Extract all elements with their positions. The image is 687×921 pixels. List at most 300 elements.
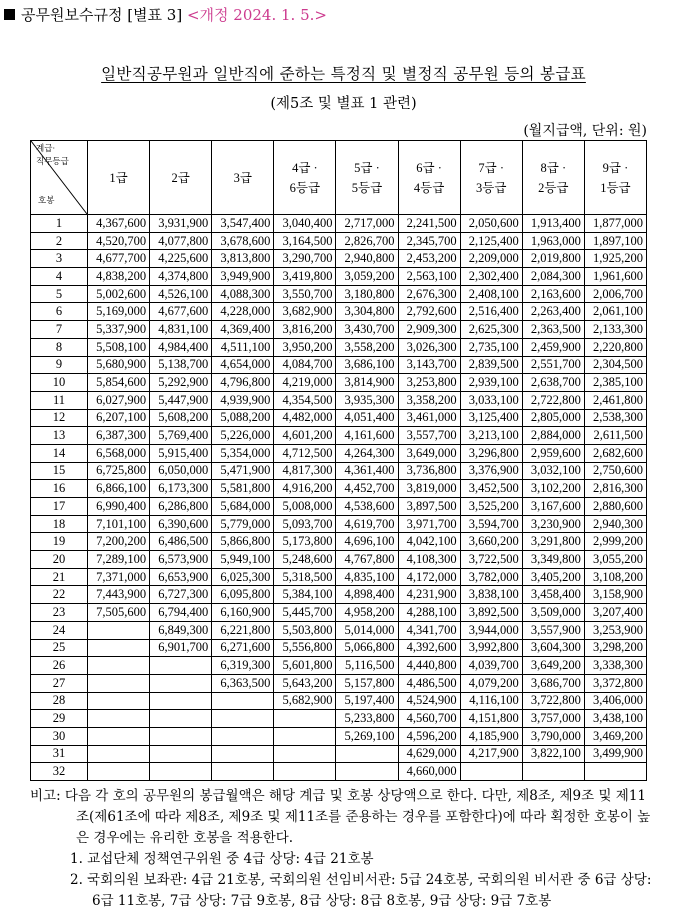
salary-cell: 2,263,400 bbox=[522, 303, 584, 321]
salary-cell bbox=[88, 763, 150, 781]
salary-cell: 3,558,200 bbox=[336, 338, 398, 356]
salary-cell bbox=[88, 727, 150, 745]
salary-cell: 3,253,900 bbox=[584, 621, 646, 639]
salary-cell: 3,971,700 bbox=[398, 515, 460, 533]
salary-cell: 3,722,500 bbox=[460, 551, 522, 569]
salary-cell: 6,221,800 bbox=[212, 621, 274, 639]
salary-cell: 7,443,900 bbox=[88, 586, 150, 604]
step-number-cell: 4 bbox=[31, 268, 88, 286]
salary-cell: 5,197,400 bbox=[336, 692, 398, 710]
salary-cell: 2,939,100 bbox=[460, 374, 522, 392]
salary-cell bbox=[274, 727, 336, 745]
document-subtitle: (제5조 및 별표 1 관련) bbox=[270, 96, 417, 112]
salary-cell: 5,854,600 bbox=[88, 374, 150, 392]
salary-cell: 3,033,100 bbox=[460, 391, 522, 409]
salary-cell: 3,499,900 bbox=[584, 745, 646, 763]
salary-cell: 2,006,700 bbox=[584, 285, 646, 303]
salary-cell bbox=[274, 745, 336, 763]
salary-cell bbox=[150, 745, 212, 763]
step-number-cell: 28 bbox=[31, 692, 88, 710]
column-header-grade-6: 6급 · 4등급 bbox=[398, 141, 460, 215]
salary-cell: 4,151,800 bbox=[460, 710, 522, 728]
salary-cell: 3,950,200 bbox=[274, 338, 336, 356]
table-row bbox=[31, 480, 647, 498]
salary-cell: 2,999,200 bbox=[584, 533, 646, 551]
step-number-cell: 9 bbox=[31, 356, 88, 374]
salary-cell: 1,961,600 bbox=[584, 268, 646, 286]
salary-cell: 4,039,700 bbox=[460, 657, 522, 675]
salary-cell: 3,405,200 bbox=[522, 568, 584, 586]
salary-cell: 4,354,500 bbox=[274, 391, 336, 409]
salary-cell: 4,367,600 bbox=[88, 215, 150, 233]
salary-cell: 2,880,600 bbox=[584, 498, 646, 516]
salary-cell bbox=[336, 763, 398, 781]
salary-cell: 3,949,900 bbox=[212, 268, 274, 286]
salary-cell: 3,026,300 bbox=[398, 338, 460, 356]
salary-cell: 3,897,500 bbox=[398, 498, 460, 516]
salary-cell: 2,625,300 bbox=[460, 321, 522, 339]
table-row bbox=[31, 321, 647, 339]
step-number-cell: 22 bbox=[31, 586, 88, 604]
salary-cell: 2,722,800 bbox=[522, 391, 584, 409]
step-number-cell: 5 bbox=[31, 285, 88, 303]
salary-cell: 4,916,200 bbox=[274, 480, 336, 498]
salary-cell: 5,384,100 bbox=[274, 586, 336, 604]
salary-cell: 4,677,700 bbox=[88, 250, 150, 268]
salary-cell: 4,831,100 bbox=[150, 321, 212, 339]
salary-cell: 2,750,600 bbox=[584, 462, 646, 480]
salary-cell: 3,469,200 bbox=[584, 727, 646, 745]
salary-cell: 3,108,200 bbox=[584, 568, 646, 586]
salary-cell: 4,629,000 bbox=[398, 745, 460, 763]
column-header-grade-5: 5급 · 5등급 bbox=[336, 141, 398, 215]
salary-cell: 5,248,600 bbox=[274, 551, 336, 569]
salary-cell: 3,782,000 bbox=[460, 568, 522, 586]
salary-cell: 5,471,900 bbox=[212, 462, 274, 480]
salary-cell: 3,458,400 bbox=[522, 586, 584, 604]
salary-cell: 4,482,000 bbox=[274, 409, 336, 427]
salary-cell: 4,619,700 bbox=[336, 515, 398, 533]
salary-cell: 4,361,400 bbox=[336, 462, 398, 480]
salary-cell bbox=[212, 763, 274, 781]
table-row bbox=[31, 727, 647, 745]
salary-cell: 2,735,100 bbox=[460, 338, 522, 356]
salary-cell: 4,511,100 bbox=[212, 338, 274, 356]
salary-cell: 6,849,300 bbox=[150, 621, 212, 639]
salary-cell: 4,440,800 bbox=[398, 657, 460, 675]
salary-cell: 3,349,800 bbox=[522, 551, 584, 569]
salary-cell: 3,594,700 bbox=[460, 515, 522, 533]
salary-cell: 2,459,900 bbox=[522, 338, 584, 356]
salary-cell: 5,226,000 bbox=[212, 427, 274, 445]
salary-cell: 3,419,800 bbox=[274, 268, 336, 286]
table-row bbox=[31, 232, 647, 250]
salary-cell: 2,909,300 bbox=[398, 321, 460, 339]
salary-cell: 6,725,800 bbox=[88, 462, 150, 480]
salary-cell bbox=[212, 710, 274, 728]
table-row bbox=[31, 621, 647, 639]
step-number-cell: 30 bbox=[31, 727, 88, 745]
salary-cell: 3,291,800 bbox=[522, 533, 584, 551]
salary-cell: 3,376,900 bbox=[460, 462, 522, 480]
salary-cell bbox=[88, 710, 150, 728]
salary-cell: 3,164,500 bbox=[274, 232, 336, 250]
salary-cell: 1,925,200 bbox=[584, 250, 646, 268]
salary-cell: 5,169,000 bbox=[88, 303, 150, 321]
note-main-text: 비고: 다음 각 호의 공무원의 봉급월액은 해당 계급 및 호봉 상당액으로 한다. 다만, 제8조, 제9조 및 제11조(제61조에 따라 제8조, 제9조 및 제11조를 준용하는 경우를 포함한다)에 따라 획정한 호봉이 높은 경우에는 유리한 호봉을 적용한다. bbox=[30, 788, 651, 846]
step-number-cell: 15 bbox=[31, 462, 88, 480]
salary-cell: 4,341,700 bbox=[398, 621, 460, 639]
salary-cell: 5,233,800 bbox=[336, 710, 398, 728]
table-row bbox=[31, 374, 647, 392]
step-number-cell: 8 bbox=[31, 338, 88, 356]
salary-cell: 5,447,900 bbox=[150, 391, 212, 409]
table-row bbox=[31, 285, 647, 303]
salary-cell: 6,990,400 bbox=[88, 498, 150, 516]
salary-cell: 4,231,900 bbox=[398, 586, 460, 604]
salary-cell: 2,385,100 bbox=[584, 374, 646, 392]
salary-cell: 2,792,600 bbox=[398, 303, 460, 321]
corner-header-cell bbox=[31, 141, 88, 215]
salary-cell: 5,337,900 bbox=[88, 321, 150, 339]
salary-cell: 7,505,600 bbox=[88, 604, 150, 622]
salary-cell: 3,296,800 bbox=[460, 444, 522, 462]
salary-cell: 3,557,900 bbox=[522, 621, 584, 639]
salary-cell bbox=[212, 727, 274, 745]
salary-cell: 2,839,500 bbox=[460, 356, 522, 374]
salary-cell: 5,116,500 bbox=[336, 657, 398, 675]
salary-cell: 4,526,100 bbox=[150, 285, 212, 303]
salary-cell: 4,264,300 bbox=[336, 444, 398, 462]
step-number-cell: 17 bbox=[31, 498, 88, 516]
table-row bbox=[31, 515, 647, 533]
salary-cell: 3,207,400 bbox=[584, 604, 646, 622]
salary-cell: 6,286,800 bbox=[150, 498, 212, 516]
salary-cell: 2,125,400 bbox=[460, 232, 522, 250]
salary-cell bbox=[88, 639, 150, 657]
salary-cell: 3,678,600 bbox=[212, 232, 274, 250]
salary-cell: 5,949,100 bbox=[212, 551, 274, 569]
salary-cell: 2,163,600 bbox=[522, 285, 584, 303]
salary-cell: 2,884,000 bbox=[522, 427, 584, 445]
salary-cell: 4,939,900 bbox=[212, 391, 274, 409]
salary-cell: 3,682,900 bbox=[274, 303, 336, 321]
salary-table bbox=[30, 140, 647, 781]
table-row bbox=[31, 462, 647, 480]
salary-cell: 3,059,200 bbox=[336, 268, 398, 286]
salary-cell: 2,551,700 bbox=[522, 356, 584, 374]
salary-cell: 2,940,300 bbox=[584, 515, 646, 533]
salary-cell: 3,040,400 bbox=[274, 215, 336, 233]
salary-cell: 3,461,000 bbox=[398, 409, 460, 427]
square-bullet-icon bbox=[4, 9, 15, 20]
salary-cell: 5,008,000 bbox=[274, 498, 336, 516]
table-body bbox=[31, 215, 647, 781]
salary-cell: 5,088,200 bbox=[212, 409, 274, 427]
salary-cell: 3,649,200 bbox=[522, 657, 584, 675]
table-row bbox=[31, 674, 647, 692]
salary-cell: 4,596,200 bbox=[398, 727, 460, 745]
step-number-cell: 6 bbox=[31, 303, 88, 321]
table-row bbox=[31, 639, 647, 657]
salary-cell: 6,025,300 bbox=[212, 568, 274, 586]
salary-cell: 4,369,400 bbox=[212, 321, 274, 339]
salary-cell: 5,556,800 bbox=[274, 639, 336, 657]
column-header-grade-3: 3급 bbox=[212, 141, 274, 215]
salary-cell bbox=[150, 710, 212, 728]
notes-section bbox=[30, 786, 655, 912]
salary-cell: 3,430,700 bbox=[336, 321, 398, 339]
salary-cell: 4,796,800 bbox=[212, 374, 274, 392]
salary-cell: 3,935,300 bbox=[336, 391, 398, 409]
salary-cell: 2,061,100 bbox=[584, 303, 646, 321]
step-number-cell: 11 bbox=[31, 391, 88, 409]
salary-cell: 4,392,600 bbox=[398, 639, 460, 657]
salary-cell: 3,055,200 bbox=[584, 551, 646, 569]
salary-cell: 5,157,800 bbox=[336, 674, 398, 692]
salary-cell: 6,027,900 bbox=[88, 391, 150, 409]
salary-cell: 1,877,000 bbox=[584, 215, 646, 233]
column-header-grade-7: 7급 · 3등급 bbox=[460, 141, 522, 215]
salary-cell bbox=[274, 710, 336, 728]
salary-cell: 2,676,300 bbox=[398, 285, 460, 303]
salary-cell: 6,160,900 bbox=[212, 604, 274, 622]
table-row bbox=[31, 657, 647, 675]
salary-cell: 3,358,200 bbox=[398, 391, 460, 409]
salary-cell: 5,066,800 bbox=[336, 639, 398, 657]
salary-cell: 3,180,800 bbox=[336, 285, 398, 303]
salary-cell: 1,913,400 bbox=[522, 215, 584, 233]
salary-cell: 3,944,000 bbox=[460, 621, 522, 639]
salary-cell: 2,940,800 bbox=[336, 250, 398, 268]
step-number-cell: 26 bbox=[31, 657, 88, 675]
salary-cell: 3,686,100 bbox=[336, 356, 398, 374]
salary-cell: 3,298,200 bbox=[584, 639, 646, 657]
salary-cell: 4,185,900 bbox=[460, 727, 522, 745]
salary-cell: 3,102,200 bbox=[522, 480, 584, 498]
salary-cell bbox=[150, 692, 212, 710]
table-row bbox=[31, 427, 647, 445]
salary-cell: 3,406,000 bbox=[584, 692, 646, 710]
salary-cell bbox=[522, 763, 584, 781]
table-row bbox=[31, 498, 647, 516]
salary-cell: 4,172,000 bbox=[398, 568, 460, 586]
salary-cell: 3,509,000 bbox=[522, 604, 584, 622]
table-row bbox=[31, 215, 647, 233]
salary-cell: 3,931,900 bbox=[150, 215, 212, 233]
salary-cell: 5,292,900 bbox=[150, 374, 212, 392]
salary-cell: 6,568,000 bbox=[88, 444, 150, 462]
salary-cell: 4,660,000 bbox=[398, 763, 460, 781]
step-number-cell: 18 bbox=[31, 515, 88, 533]
salary-cell: 6,573,900 bbox=[150, 551, 212, 569]
step-number-cell: 32 bbox=[31, 763, 88, 781]
salary-cell: 6,319,300 bbox=[212, 657, 274, 675]
salary-cell: 2,816,300 bbox=[584, 480, 646, 498]
salary-cell: 3,253,800 bbox=[398, 374, 460, 392]
salary-cell bbox=[212, 745, 274, 763]
salary-cell: 4,654,000 bbox=[212, 356, 274, 374]
table-row bbox=[31, 568, 647, 586]
table-row bbox=[31, 356, 647, 374]
step-number-cell: 21 bbox=[31, 568, 88, 586]
salary-cell: 5,093,700 bbox=[274, 515, 336, 533]
salary-cell: 3,158,900 bbox=[584, 586, 646, 604]
step-number-cell: 14 bbox=[31, 444, 88, 462]
salary-cell: 4,984,400 bbox=[150, 338, 212, 356]
salary-cell bbox=[88, 657, 150, 675]
salary-cell: 2,563,100 bbox=[398, 268, 460, 286]
salary-cell: 2,241,500 bbox=[398, 215, 460, 233]
salary-cell: 2,050,600 bbox=[460, 215, 522, 233]
salary-cell: 5,684,000 bbox=[212, 498, 274, 516]
salary-cell: 3,736,800 bbox=[398, 462, 460, 480]
salary-cell: 3,822,100 bbox=[522, 745, 584, 763]
step-number-cell: 27 bbox=[31, 674, 88, 692]
salary-cell: 3,452,500 bbox=[460, 480, 522, 498]
salary-cell: 3,372,800 bbox=[584, 674, 646, 692]
salary-cell bbox=[274, 763, 336, 781]
unit-label: (월지급액, 단위: 원) bbox=[523, 123, 647, 139]
salary-cell: 4,051,400 bbox=[336, 409, 398, 427]
salary-cell bbox=[88, 692, 150, 710]
salary-cell: 4,217,900 bbox=[460, 745, 522, 763]
salary-cell: 6,095,800 bbox=[212, 586, 274, 604]
salary-cell: 5,503,800 bbox=[274, 621, 336, 639]
step-number-cell: 31 bbox=[31, 745, 88, 763]
step-number-cell: 10 bbox=[31, 374, 88, 392]
salary-cell: 3,649,000 bbox=[398, 444, 460, 462]
table-row bbox=[31, 586, 647, 604]
salary-cell: 4,116,100 bbox=[460, 692, 522, 710]
document-title: 일반직공무원과 일반직에 준하는 특정직 및 별정직 공무원 등의 봉급표 bbox=[101, 65, 586, 83]
salary-cell: 6,173,300 bbox=[150, 480, 212, 498]
salary-cell: 4,042,100 bbox=[398, 533, 460, 551]
salary-cell: 4,838,200 bbox=[88, 268, 150, 286]
salary-cell: 2,611,500 bbox=[584, 427, 646, 445]
salary-cell: 6,486,500 bbox=[150, 533, 212, 551]
salary-cell: 3,814,900 bbox=[336, 374, 398, 392]
salary-cell: 6,387,300 bbox=[88, 427, 150, 445]
salary-cell: 5,915,400 bbox=[150, 444, 212, 462]
salary-cell: 7,289,100 bbox=[88, 551, 150, 569]
salary-cell: 3,550,700 bbox=[274, 285, 336, 303]
salary-cell: 2,461,800 bbox=[584, 391, 646, 409]
salary-cell bbox=[150, 674, 212, 692]
salary-cell: 1,897,100 bbox=[584, 232, 646, 250]
salary-cell bbox=[150, 727, 212, 745]
salary-cell: 3,525,200 bbox=[460, 498, 522, 516]
salary-cell: 5,445,700 bbox=[274, 604, 336, 622]
note-item-1: 1. 교섭단체 정책연구위원 중 4급 상당: 4급 21호봉 bbox=[70, 851, 374, 867]
salary-cell: 3,125,400 bbox=[460, 409, 522, 427]
salary-cell: 3,757,000 bbox=[522, 710, 584, 728]
table-header-row bbox=[31, 141, 647, 215]
step-number-cell: 19 bbox=[31, 533, 88, 551]
salary-cell: 5,680,900 bbox=[88, 356, 150, 374]
salary-cell bbox=[150, 763, 212, 781]
table-row bbox=[31, 444, 647, 462]
column-header-grade-9: 9급 · 1등급 bbox=[584, 141, 646, 215]
salary-cell bbox=[336, 745, 398, 763]
salary-cell bbox=[150, 657, 212, 675]
salary-cell: 3,992,800 bbox=[460, 639, 522, 657]
salary-cell: 3,816,200 bbox=[274, 321, 336, 339]
salary-cell: 5,002,600 bbox=[88, 285, 150, 303]
salary-cell: 4,079,200 bbox=[460, 674, 522, 692]
salary-cell: 6,050,000 bbox=[150, 462, 212, 480]
salary-cell: 4,374,800 bbox=[150, 268, 212, 286]
salary-cell: 7,101,100 bbox=[88, 515, 150, 533]
salary-cell: 5,682,900 bbox=[274, 692, 336, 710]
salary-cell: 2,805,000 bbox=[522, 409, 584, 427]
salary-cell: 2,638,700 bbox=[522, 374, 584, 392]
salary-cell: 5,318,500 bbox=[274, 568, 336, 586]
salary-cell: 3,819,000 bbox=[398, 480, 460, 498]
salary-cell: 2,133,300 bbox=[584, 321, 646, 339]
salary-cell: 3,213,100 bbox=[460, 427, 522, 445]
salary-cell: 5,769,400 bbox=[150, 427, 212, 445]
salary-cell: 5,608,200 bbox=[150, 409, 212, 427]
salary-cell: 2,302,400 bbox=[460, 268, 522, 286]
salary-cell: 4,835,100 bbox=[336, 568, 398, 586]
salary-cell: 3,167,600 bbox=[522, 498, 584, 516]
corner-rank-label: 계급· bbox=[36, 143, 56, 153]
table-row bbox=[31, 268, 647, 286]
step-number-cell: 13 bbox=[31, 427, 88, 445]
salary-cell: 3,686,700 bbox=[522, 674, 584, 692]
salary-cell: 3,438,100 bbox=[584, 710, 646, 728]
corner-grade-label: 직무등급 bbox=[36, 156, 69, 166]
salary-cell: 6,390,600 bbox=[150, 515, 212, 533]
salary-cell: 6,901,700 bbox=[150, 639, 212, 657]
column-header-grade-2: 2급 bbox=[150, 141, 212, 215]
salary-cell: 2,959,600 bbox=[522, 444, 584, 462]
salary-cell: 5,173,800 bbox=[274, 533, 336, 551]
salary-cell: 4,538,600 bbox=[336, 498, 398, 516]
salary-cell: 3,338,300 bbox=[584, 657, 646, 675]
salary-cell: 4,712,500 bbox=[274, 444, 336, 462]
salary-cell: 7,371,000 bbox=[88, 568, 150, 586]
salary-cell: 7,200,200 bbox=[88, 533, 150, 551]
regulation-title: 공무원보수규정 [별표 3] bbox=[21, 6, 183, 24]
salary-cell bbox=[584, 763, 646, 781]
table-row bbox=[31, 338, 647, 356]
salary-cell: 4,225,600 bbox=[150, 250, 212, 268]
salary-cell: 6,207,100 bbox=[88, 409, 150, 427]
corner-step-label: 호봉 bbox=[38, 195, 55, 205]
column-header-grade-4: 4급 · 6등급 bbox=[274, 141, 336, 215]
header-line bbox=[4, 4, 327, 25]
salary-cell: 2,304,500 bbox=[584, 356, 646, 374]
step-number-cell: 29 bbox=[31, 710, 88, 728]
salary-cell: 4,108,300 bbox=[398, 551, 460, 569]
salary-cell: 3,290,700 bbox=[274, 250, 336, 268]
table-row bbox=[31, 533, 647, 551]
salary-cell: 2,538,300 bbox=[584, 409, 646, 427]
salary-cell: 5,014,000 bbox=[336, 621, 398, 639]
salary-cell: 5,354,000 bbox=[212, 444, 274, 462]
salary-cell bbox=[212, 692, 274, 710]
salary-cell: 5,138,700 bbox=[150, 356, 212, 374]
step-number-cell: 25 bbox=[31, 639, 88, 657]
amendment-date-link[interactable]: <개정 2024. 1. 5.> bbox=[186, 6, 327, 24]
salary-cell: 2,019,800 bbox=[522, 250, 584, 268]
salary-cell: 5,508,100 bbox=[88, 338, 150, 356]
salary-cell: 3,230,900 bbox=[522, 515, 584, 533]
salary-cell: 4,601,200 bbox=[274, 427, 336, 445]
step-number-cell: 12 bbox=[31, 409, 88, 427]
